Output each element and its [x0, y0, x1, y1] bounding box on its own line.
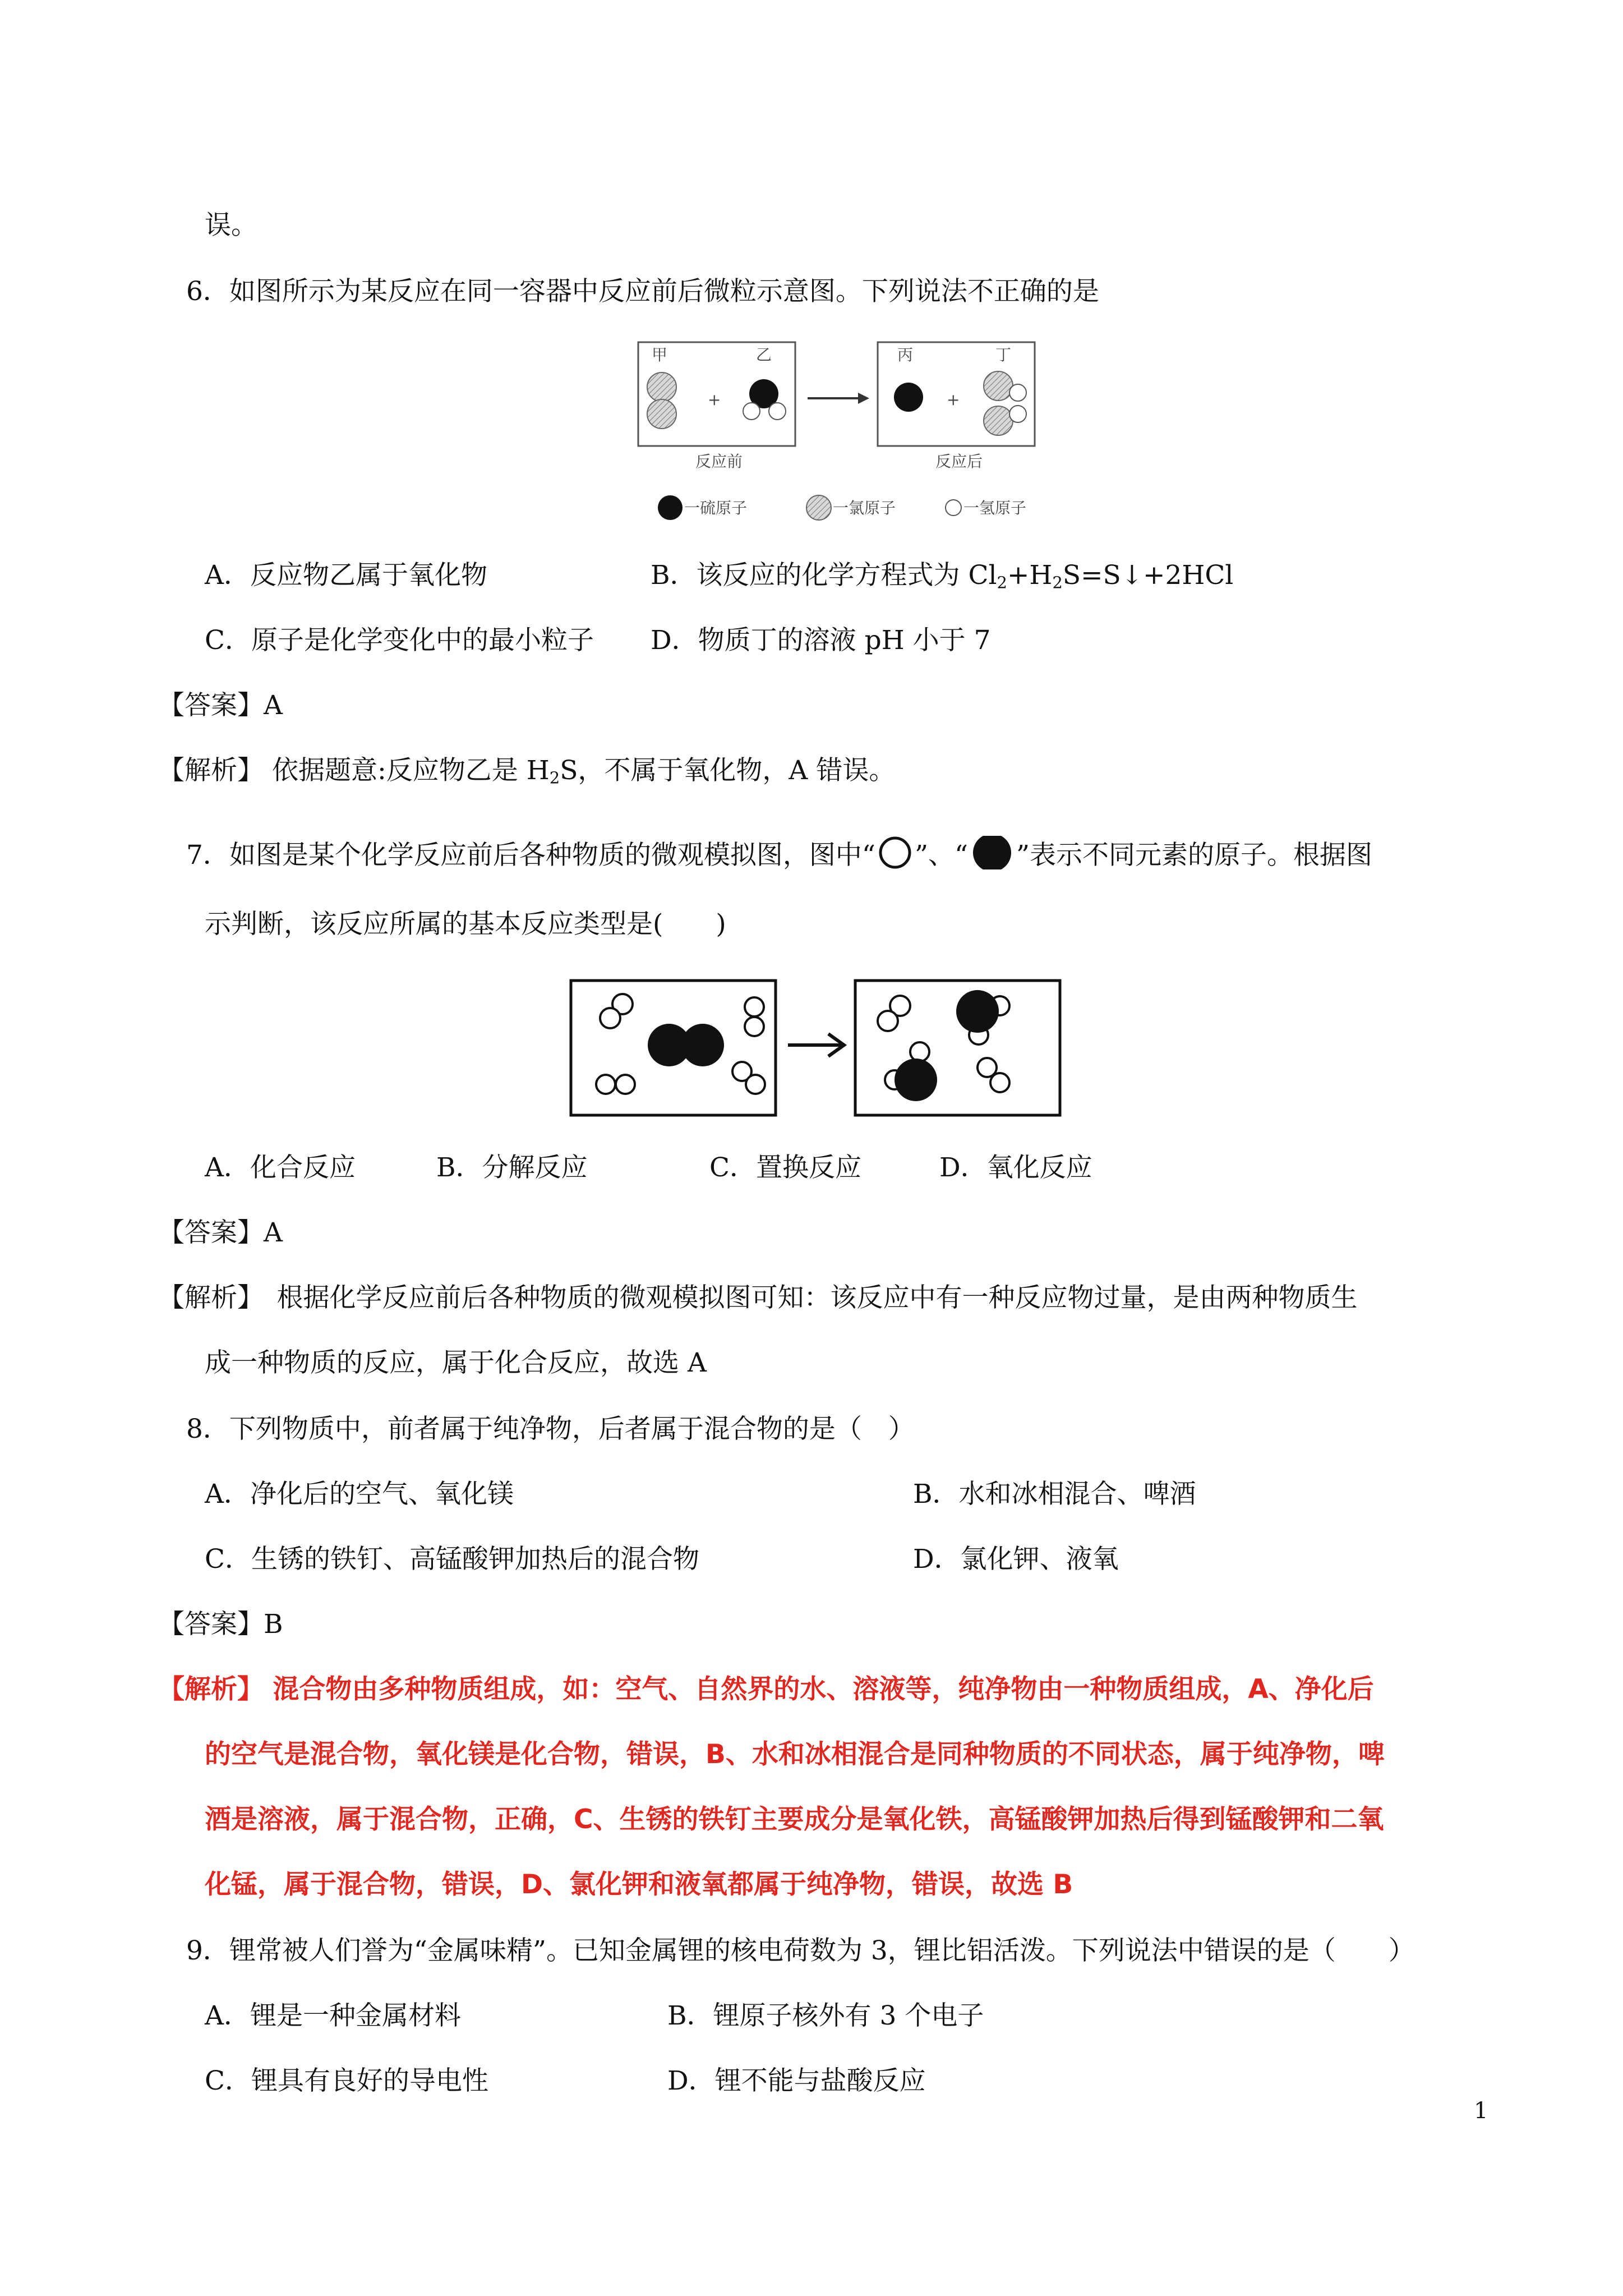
- white-atom: [745, 997, 764, 1016]
- legend-sulfur: 一硫原子: [684, 499, 748, 517]
- label-yi: 乙: [756, 346, 772, 364]
- option-7b: B．分解反应: [436, 1152, 588, 1183]
- explanation-8-line1: 【解析】 混合物由多种物质组成，如：空气、自然界的水、溶液等，纯净物由一种物质组成，A、净化后: [158, 1674, 1374, 1705]
- explanation-8-line4: 化锰，属于混合物，错误，D、氯化钾和液氧都属于纯净物，错误，故选 B: [205, 1869, 1073, 1900]
- legend-sulfur-atom: [658, 495, 683, 520]
- white-atom: [616, 1075, 635, 1094]
- option-8a: A．净化后的空气、氧化镁: [205, 1479, 514, 1510]
- option-8d: D．氯化钾、液氧: [913, 1544, 1119, 1575]
- white-atom: [746, 1075, 765, 1094]
- question-7-stem-line2: 示判断，该反应所属的基本反应类型是( ): [205, 909, 726, 940]
- white-atom-icon: [875, 836, 915, 869]
- option-9c: C．锂具有良好的导电性: [205, 2065, 488, 2096]
- question-6-stem: 6．如图所示为某反应在同一容器中反应前后微粒示意图。下列说法不正确的是: [186, 276, 1099, 307]
- figure-q7-reaction-diagram: [569, 979, 1063, 1119]
- label-jia: 甲: [652, 346, 668, 364]
- chlorine-atom: [984, 406, 1013, 435]
- legend-chlorine-atom: [806, 495, 831, 520]
- option-7a: A．化合反应: [205, 1152, 356, 1183]
- option-9a: A．锂是一种金属材料: [205, 2000, 461, 2031]
- chlorine-atom: [984, 371, 1013, 401]
- black-atom: [681, 1024, 724, 1066]
- white-atom: [878, 1011, 898, 1031]
- sulfur-atom: [894, 383, 923, 412]
- chlorine-atom: [647, 372, 676, 402]
- plus-sign: +: [708, 390, 721, 409]
- answer-7: 【答案】A: [158, 1217, 283, 1248]
- white-atom: [745, 1017, 764, 1036]
- option-6d: D．物质丁的溶液 pH 小于 7: [651, 625, 991, 656]
- option-6a: A．反应物乙属于氧化物: [205, 560, 487, 591]
- white-atom: [910, 1042, 929, 1061]
- option-7d: D．氧化反应: [939, 1152, 1092, 1183]
- figure-q6-reaction-diagram: [628, 337, 1054, 527]
- black-atom-icon: [968, 836, 1016, 869]
- explanation-6: 【解析】 依据题意:反应物乙是 $H_2S$，不属于氧化物，A 错误。: [158, 755, 896, 788]
- question-7-stem: 7．如图是某个化学反应前后各种物质的微观模拟图，图中“ ”、“ ”表示不同元素的原子。根据图: [186, 836, 1372, 872]
- option-6c: C．原子是化学变化中的最小粒子: [205, 625, 594, 656]
- explanation-7-line1: 【解析】 根据化学反应前后各种物质的微观模拟图可知：该反应中有一种反应物过量，是由两种物质生: [158, 1282, 1358, 1313]
- question-9-stem: 9．锂常被人们誉为“金属味精”。已知金属锂的核电荷数为 3，锂比铝活泼。下列说法中错误的是（ ）: [186, 1935, 1415, 1966]
- legend-chlorine: 一氯原子: [833, 499, 896, 517]
- answer-8: 【答案】B: [158, 1609, 283, 1640]
- page-number: 1: [1474, 2098, 1488, 2124]
- hydrogen-atom: [769, 403, 786, 420]
- caption-after: 反应后: [935, 452, 983, 471]
- text-line: 误。: [205, 210, 257, 241]
- hydrogen-atom: [1009, 406, 1026, 422]
- option-9b: B．锂原子核外有 3 个电子: [667, 2000, 984, 2031]
- label-bing: 丙: [897, 346, 914, 364]
- option-8b: B．水和冰相混合、啤酒: [913, 1479, 1196, 1510]
- option-9d: D．锂不能与盐酸反应: [667, 2065, 926, 2096]
- legend-hydrogen-atom: [946, 500, 961, 516]
- black-atom: [895, 1059, 937, 1101]
- option-7c: C．置换反应: [709, 1152, 861, 1183]
- option-8c: C．生锈的铁钉、高锰酸钾加热后的混合物: [205, 1544, 699, 1575]
- black-atom: [956, 990, 999, 1033]
- white-atom: [600, 1008, 620, 1028]
- white-atom: [990, 1073, 1009, 1092]
- white-atom: [596, 1075, 615, 1094]
- explanation-8-line3: 酒是溶液，属于混合物，正确，C、生锈的铁钉主要成分是氧化铁，高锰酸钾加热后得到锰酸钾和二氧: [205, 1804, 1384, 1835]
- hydrogen-atom: [743, 403, 760, 420]
- label-ding: 丁: [995, 346, 1012, 364]
- hydrogen-atom: [1009, 384, 1026, 401]
- explanation-8-line2: 的空气是混合物，氧化镁是化合物，错误，B、水和冰相混合是同种物质的不同状态，属于纯净物，啤: [205, 1739, 1385, 1770]
- plus-sign: +: [947, 390, 960, 409]
- legend-hydrogen: 一氢原子: [963, 499, 1027, 517]
- question-8-stem: 8．下列物质中，前者属于纯净物，后者属于混合物的是（ ）: [186, 1414, 915, 1444]
- explanation-7-line2: 成一种物质的反应，属于化合反应，故选 A: [205, 1347, 707, 1378]
- option-6b: B．该反应的化学方程式为 $Cl_2+H_2S=S↓+2HCl$: [651, 560, 1234, 592]
- caption-before: 反应前: [695, 452, 743, 471]
- chlorine-atom: [647, 399, 676, 429]
- answer-6: 【答案】A: [158, 690, 283, 721]
